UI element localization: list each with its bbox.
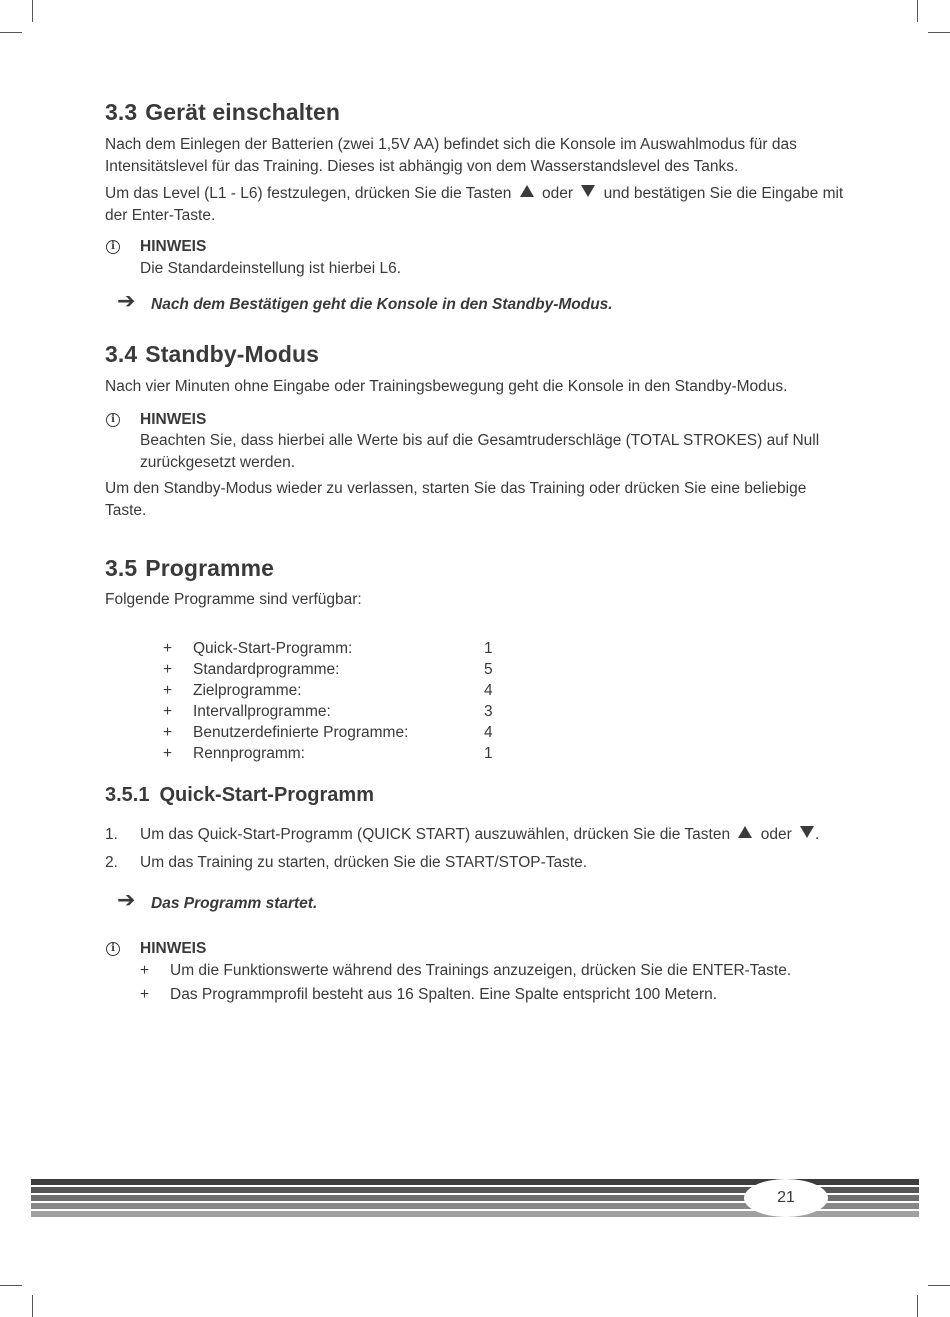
list-item bbox=[163, 638, 847, 659]
section-title: Gerät einschalten bbox=[145, 99, 340, 125]
text: Um das Level (L1 - L6) festzulegen, drücken Sie die Tasten bbox=[105, 185, 512, 202]
note-bullet bbox=[105, 984, 847, 1005]
note-bullet bbox=[105, 960, 847, 981]
triangle-up-icon bbox=[738, 826, 752, 838]
bullet: + bbox=[163, 660, 173, 678]
program-count: 3 bbox=[484, 702, 493, 720]
section-title: Quick-Start-Programm bbox=[159, 783, 374, 806]
paragraph: Um den Standby-Modus wieder zu verlassen, starten Sie das Training oder drücken Sie eine beliebige Taste. bbox=[105, 480, 807, 519]
section-number: 3.3 bbox=[105, 99, 138, 125]
section-heading-3-5 bbox=[105, 555, 847, 582]
text: oder bbox=[542, 185, 574, 202]
bullet: + bbox=[163, 702, 173, 720]
crop-mark bbox=[928, 32, 950, 33]
note-text: Beachten Sie, dass hierbei alle Werte bis auf die Gesamtruderschläge (TOTAL STROKES) auf Null zurückgesetzt werden. bbox=[140, 432, 820, 471]
page-number: 21 bbox=[744, 1179, 828, 1217]
info-circle-icon: i bbox=[106, 942, 120, 956]
page-content bbox=[105, 95, 847, 1005]
note-text: Die Standardeinstellung ist hierbei L6. bbox=[140, 259, 402, 277]
program-count: 5 bbox=[484, 660, 493, 678]
subsection-heading-3-5-1 bbox=[105, 784, 847, 807]
note-box bbox=[105, 236, 847, 279]
crop-mark bbox=[917, 1295, 918, 1317]
note-box bbox=[105, 409, 847, 474]
crop-mark bbox=[0, 1285, 22, 1286]
section-heading-3-4 bbox=[105, 341, 847, 368]
program-name: Zielprogramme: bbox=[193, 681, 302, 699]
bullet: + bbox=[140, 962, 150, 979]
section-number: 3.5 bbox=[105, 555, 138, 581]
section-title: Standby-Modus bbox=[145, 341, 320, 367]
crop-mark bbox=[928, 1285, 950, 1286]
triangle-up-icon bbox=[520, 185, 534, 197]
section-heading-3-3 bbox=[105, 99, 847, 126]
program-list bbox=[163, 638, 847, 764]
list-item bbox=[163, 701, 847, 722]
result-text: Das Programm startet. bbox=[151, 894, 318, 912]
text: oder bbox=[760, 825, 792, 843]
crop-mark bbox=[32, 1295, 33, 1317]
info-circle-icon: i bbox=[106, 413, 120, 427]
note-box bbox=[105, 938, 847, 960]
crop-mark bbox=[917, 0, 918, 22]
paragraph: Nach dem Einlegen der Batterien (zwei 1,5V AA) befindet sich die Konsole im Auswahlmodus für das Intensitätslevel für das Training. Dieses ist abhängig von dem Wasserstandslevel des Tanks. bbox=[105, 136, 797, 175]
note-label: HINWEIS bbox=[140, 939, 207, 957]
bullet: + bbox=[163, 723, 173, 741]
footer bbox=[31, 1179, 919, 1217]
triangle-down-icon bbox=[800, 826, 814, 838]
triangle-down-icon bbox=[581, 185, 595, 197]
step-number: 2. bbox=[105, 853, 118, 871]
program-name: Rennprogramm: bbox=[193, 744, 305, 762]
paragraph bbox=[105, 183, 847, 226]
info-circle-icon: i bbox=[106, 240, 120, 254]
bullet: + bbox=[163, 681, 173, 699]
step-item bbox=[105, 824, 847, 845]
program-count: 4 bbox=[484, 723, 493, 741]
note-label: HINWEIS bbox=[140, 238, 207, 255]
note-label: HINWEIS bbox=[140, 410, 207, 428]
paragraph: Nach vier Minuten ohne Eingabe oder Trainingsbewegung geht die Konsole in den Standby-Modus. bbox=[105, 378, 788, 395]
text: Um das Training zu starten, drücken Sie die START/STOP-Taste. bbox=[140, 853, 588, 871]
bullet: + bbox=[163, 639, 173, 657]
program-name: Quick-Start-Programm: bbox=[193, 639, 353, 657]
list-item bbox=[163, 680, 847, 701]
result-line bbox=[105, 288, 847, 315]
section-number: 3.4 bbox=[105, 341, 138, 367]
text: Um die Funktionswerte während des Trainings anzuzeigen, drücken Sie die ENTER-Taste. bbox=[170, 962, 792, 979]
text: . bbox=[815, 825, 820, 843]
program-name: Standardprogramme: bbox=[193, 660, 340, 678]
right-arrow-icon: ➔ bbox=[117, 288, 136, 313]
crop-mark bbox=[0, 32, 22, 33]
result-line bbox=[105, 886, 847, 914]
section-title: Programme bbox=[145, 555, 275, 581]
program-name: Intervallprogramme: bbox=[193, 702, 331, 720]
program-count: 1 bbox=[484, 639, 493, 657]
text: Das Programmprofil besteht aus 16 Spalten. Eine Spalte entspricht 100 Metern. bbox=[170, 986, 718, 1003]
text: Um das Quick-Start-Programm (QUICK START) auszuwählen, drücken Sie die Tasten bbox=[140, 825, 731, 843]
program-count: 4 bbox=[484, 681, 493, 699]
bullet: + bbox=[140, 986, 150, 1003]
right-arrow-icon: ➔ bbox=[117, 886, 136, 912]
list-item bbox=[163, 743, 847, 764]
bullet: + bbox=[163, 744, 173, 762]
list-item bbox=[163, 722, 847, 743]
result-text: Nach dem Bestätigen geht die Konsole in den Standby-Modus. bbox=[151, 296, 613, 313]
crop-mark bbox=[32, 0, 33, 22]
program-count: 1 bbox=[484, 744, 493, 762]
section-number: 3.5.1 bbox=[105, 783, 150, 806]
paragraph: Folgende Programme sind verfügbar: bbox=[105, 591, 362, 608]
step-number: 1. bbox=[105, 825, 118, 843]
program-name: Benutzerdefinierte Programme: bbox=[193, 723, 409, 741]
text: und bestätigen Sie die Eingabe mit der Enter-Taste. bbox=[105, 185, 844, 224]
list-item bbox=[163, 659, 847, 680]
step-item bbox=[105, 852, 847, 873]
